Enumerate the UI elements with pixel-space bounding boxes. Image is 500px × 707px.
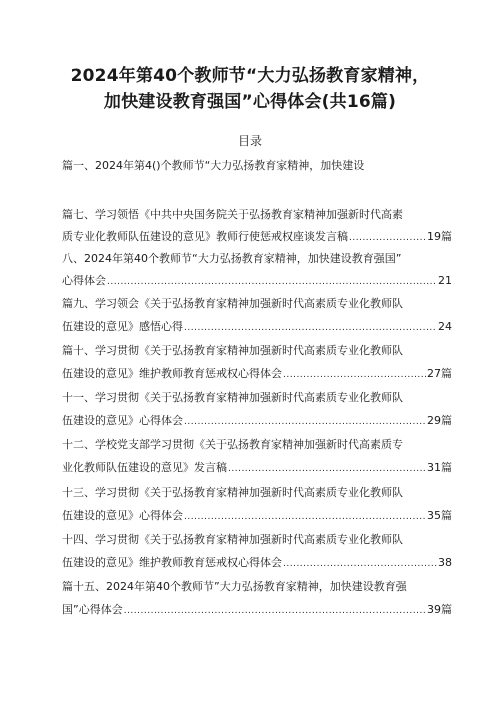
toc-entry-7-page: 31篇 <box>427 461 452 474</box>
toc-entry-9-text: 伍建设的意见》维护教师教育惩戒权心得体会 <box>62 556 282 569</box>
toc-entry-5-page: 27篇 <box>427 367 452 380</box>
toc-entry-5-line-1: 篇十、学习贯彻《关于弘扬教育家精神加强新时代高素质专业化教师队 <box>62 344 403 357</box>
toc-entry-5-text: 伍建设的意见》维护教师教育惩戒权心得体会 <box>62 367 282 380</box>
leader-dots <box>349 231 426 246</box>
toc-entry-6-page: 29篇 <box>427 414 452 427</box>
leader-dots <box>283 368 426 383</box>
toc-entry-4-line-2 <box>62 319 452 336</box>
toc-entry-3-line-1: 八、2024年第40个教师节“大力弘扬教育家精神，加快建设教育强国” <box>62 252 402 265</box>
toc-entry-8-page: 35篇 <box>427 509 452 522</box>
toc-entry-3-line-2 <box>62 273 452 290</box>
toc-entry-10-text: 国”心得体会 <box>62 603 123 616</box>
toc-entry-9-line-2 <box>62 555 452 572</box>
toc-entry-5-line-2 <box>62 366 452 383</box>
toc-heading: 目录 <box>237 134 262 148</box>
toc-entry-4-text: 伍建设的意见》感悟心得 <box>62 320 183 333</box>
toc-entry-10-page: 39篇 <box>427 603 452 616</box>
toc-entry-9-line-1: 十四、学习贯彻《关于弘扬教育家精神加强新时代高素质专业化教师队 <box>62 533 403 546</box>
toc-entry-4-page: 24 <box>438 320 452 333</box>
toc-entry-6-line-1: 十一、学习贯彻《关于弘扬教育家精神加强新时代高素质专业化教师队 <box>62 391 403 404</box>
leader-dots <box>228 462 426 477</box>
toc-entry-7-line-1: 十二、学校党支部学习贯彻《关于弘扬教育家精神加强新时代高素质专 <box>62 438 403 451</box>
leader-dots <box>124 604 426 619</box>
toc-entry-9-page: 38 <box>438 556 452 569</box>
toc-entry-6-line-2 <box>62 413 452 430</box>
toc-entry-10-line-2 <box>62 602 452 619</box>
leader-dots <box>283 557 437 572</box>
toc-entry-2-line-1: 篇七、学习领悟《中共中央国务院关于弘扬教育家精神加强新时代高素 <box>62 208 403 221</box>
toc-entry-10-line-1: 篇十五、2024年第40个教师节”大力弘扬教育家精神，加快建设教育强 <box>62 580 407 593</box>
toc-entry-1-line-1: 篇一、2024年第4()个教师节“大力弘扬教育家精神，加快建设 <box>62 159 365 172</box>
toc-entry-2-page: 19篇 <box>427 230 452 243</box>
leader-dots <box>184 510 426 525</box>
toc-entry-4-line-1: 篇九、学习领会《关于弘扬教育家精神加强新时代高素质专业化教师队 <box>62 297 403 310</box>
toc-entry-7-text: 业化教师队伍建设的意见》发言稿 <box>62 461 227 474</box>
leader-dots <box>184 415 426 430</box>
leader-dots <box>184 321 437 336</box>
toc-entry-7-line-2 <box>62 460 452 477</box>
document-title-line-1: 2024年第40个教师节“大力弘扬教育家精神， <box>70 66 430 86</box>
toc-entry-3-text: 心得体会 <box>62 274 106 287</box>
toc-entry-8-line-1: 十三、学习贯彻《关于弘扬教育家精神加强新时代高素质专业化教师队 <box>62 486 403 499</box>
document-title-line-2: 加快建设教育强国”心得体会(共16篇) <box>103 92 397 112</box>
toc-entry-2-text: 质专业化教师队伍建设的意见》教师行使惩戒权座谈发言稿 <box>62 230 348 243</box>
toc-entry-8-line-2 <box>62 508 452 525</box>
toc-entry-2-line-2 <box>62 229 452 246</box>
leader-dots <box>107 275 437 290</box>
toc-entry-6-text: 伍建设的意见》心得体会 <box>62 414 183 427</box>
toc-entry-8-text: 伍建设的意见》心得体会 <box>62 509 183 522</box>
toc-entry-3-page: 21 <box>438 274 452 287</box>
